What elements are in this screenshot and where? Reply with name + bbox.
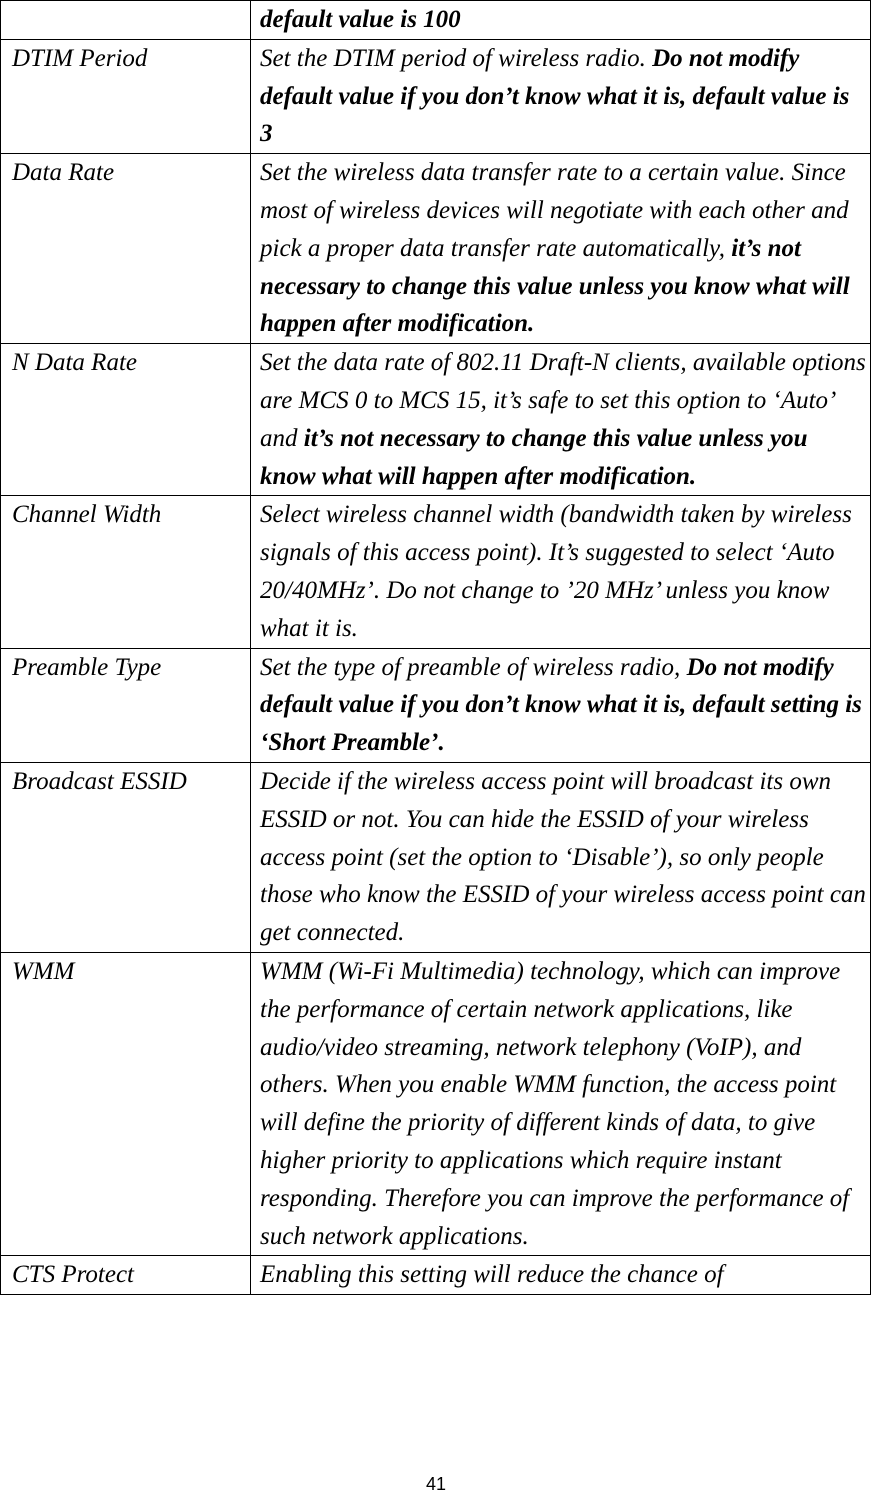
setting-description xyxy=(251,648,871,762)
description-emphasis: Do not modify default value if you don’t know what it is, default setting is ‘Short Preamble’. xyxy=(260,653,862,757)
setting-description xyxy=(251,154,871,344)
setting-name xyxy=(1,1,251,40)
settings-table-body xyxy=(1,1,871,1295)
setting-name: WMM xyxy=(1,952,251,1255)
table-row xyxy=(1,1256,871,1295)
table-row xyxy=(1,344,871,496)
setting-name: Data Rate xyxy=(1,154,251,344)
setting-name: Channel Width xyxy=(1,496,251,648)
table-row xyxy=(1,154,871,344)
setting-description xyxy=(251,952,871,1255)
setting-description xyxy=(251,496,871,648)
setting-name: Preamble Type xyxy=(1,648,251,762)
description-text: Decide if the wireless access point will broadcast its own ESSID or not. You can hide the ESSID of your wireless access point (set the option to ‘Disable’), so only people those who know the ESSID of your wireless access point can get connected. xyxy=(260,767,866,947)
table-row xyxy=(1,1,871,40)
setting-description xyxy=(251,344,871,496)
description-emphasis: it’s not necessary to change this value unless you know what will happen after modification. xyxy=(260,234,850,338)
description-text: Enabling this setting will reduce the chance of xyxy=(260,1261,724,1289)
setting-description xyxy=(251,1256,871,1295)
table-row xyxy=(1,496,871,648)
description-text: Set the data rate of 802.11 Draft-N clients, available options are MCS 0 to MCS 15, it’s safe to set this option to ‘Auto’ and xyxy=(260,349,866,452)
description-text: Set the type of preamble of wireless radio, xyxy=(260,653,687,681)
setting-name: Broadcast ESSID xyxy=(1,762,251,952)
description-text: Set the wireless data transfer rate to a certain value. Since most of wireless devices will negotiate with each other and pick a proper data transfer rate automatically, xyxy=(260,159,849,262)
setting-name: DTIM Period xyxy=(1,39,251,153)
setting-name: N Data Rate xyxy=(1,344,251,496)
page-number: 41 xyxy=(425,1474,447,1494)
table-row xyxy=(1,648,871,762)
table-row xyxy=(1,39,871,153)
description-emphasis: Do not modify default value if you don’t know what it is, default value is 3 xyxy=(260,44,850,148)
table-row xyxy=(1,952,871,1255)
description-emphasis: it’s not necessary to change this value unless you know what will happen after modification. xyxy=(260,424,808,490)
setting-description xyxy=(251,39,871,153)
description-text: Select wireless channel width (bandwidth taken by wireless signals of this access point). It’s suggested to select ‘Auto 20/40MHz’. Do not change to ’20 MHz’ unless you know what it is. xyxy=(260,501,852,642)
setting-name: CTS Protect xyxy=(1,1256,251,1295)
setting-description xyxy=(251,762,871,952)
description-emphasis: default value is 100 xyxy=(260,6,461,33)
description-text: Set the DTIM period of wireless radio. xyxy=(260,44,653,72)
table-row xyxy=(1,762,871,952)
description-text: WMM (Wi-Fi Multimedia) technology, which can improve the performance of certain network applications, like audio/video streaming, network telephony (VoIP), and others. When you enable WMM function, the access point will define the priority of different kinds of data, to give higher priority to applications which require instant responding. Therefore you can improve the performance of such network applications. xyxy=(260,957,850,1250)
setting-description xyxy=(251,1,871,40)
